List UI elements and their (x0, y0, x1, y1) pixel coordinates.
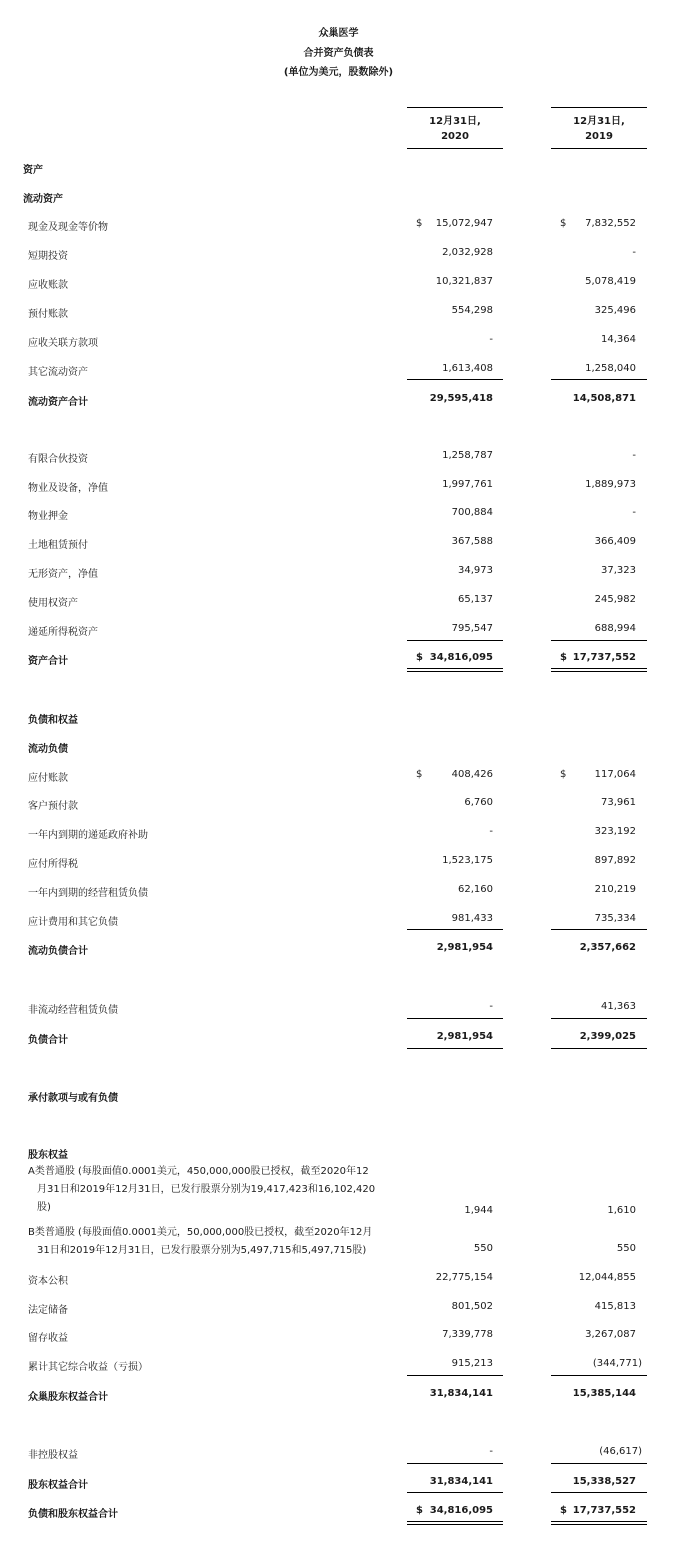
row-deferred-subsidy (0, 826, 677, 842)
value-2019: (46,617) (599, 1446, 642, 1457)
value-2019: 2,357,662 (579, 942, 636, 953)
subtotal-rule (551, 1375, 647, 1376)
subtotal-rule (407, 379, 503, 380)
statement-title: 合并资产负债表 (303, 48, 374, 59)
currency-symbol: $ (416, 218, 423, 229)
value-2019: (344,771) (592, 1358, 642, 1369)
row-noncontrolling-interest (0, 1446, 677, 1462)
value-2020: 31,834,141 (429, 1476, 493, 1487)
col-2020-top-rule (407, 107, 503, 108)
subtotal-rule (551, 640, 647, 641)
row-label: 承付款项与或有负债 (28, 1093, 118, 1104)
row-total-current-assets (0, 393, 677, 409)
row-label: 应付账款 (28, 773, 68, 784)
row-label: 留存收益 (28, 1333, 68, 1344)
row-accounts-receivable (0, 276, 677, 292)
value-2020: 2,981,954 (436, 942, 493, 953)
section-current-assets (0, 190, 677, 206)
double-rule (551, 668, 647, 669)
value-2019: 5,078,419 (585, 276, 636, 287)
subtotal-rule (551, 379, 647, 380)
subtotal-rule (407, 1375, 503, 1376)
row-label: 应收账款 (28, 280, 68, 291)
value-2019: 245,982 (594, 594, 636, 605)
value-2019: 550 (616, 1243, 636, 1254)
value-2019: 12,044,855 (578, 1272, 636, 1283)
value-2020: 15,072,947 (435, 218, 493, 229)
col-2020-header-line2: 2020 (441, 131, 469, 142)
row-total-assets (0, 652, 677, 668)
row-accrued-expenses (0, 913, 677, 929)
value-2020: 1,258,787 (442, 450, 493, 461)
row-property-deposit (0, 507, 677, 523)
row-label: 流动负债合计 (28, 946, 88, 957)
row-label: 使用权资产 (28, 598, 78, 609)
value-2019: 366,409 (594, 536, 636, 547)
row-label: 法定储备 (28, 1305, 68, 1316)
row-total-liabilities-equity (0, 1505, 677, 1521)
double-rule (551, 1521, 647, 1522)
value-2019: 210,219 (594, 884, 636, 895)
value-2020: 29,595,418 (429, 393, 493, 404)
value-2019: - (632, 507, 636, 518)
double-rule (407, 671, 503, 672)
double-rule (551, 671, 647, 672)
value-2020: 34,973 (458, 565, 493, 576)
value-2020: 1,944 (464, 1205, 493, 1216)
currency-symbol: $ (560, 769, 567, 780)
row-label: 物业及设备，净值 (28, 483, 108, 494)
double-rule (407, 668, 503, 669)
value-2020: 981,433 (451, 913, 493, 924)
row-apic (0, 1272, 677, 1288)
row-label: 流动负债 (28, 744, 68, 755)
row-prepayments (0, 305, 677, 321)
subtotal-rule (551, 1048, 647, 1049)
row-label: 物业押金 (28, 511, 68, 522)
subtotal-rule (407, 640, 503, 641)
row-statutory-reserve (0, 1301, 677, 1317)
col-2020-header-rule (407, 148, 503, 149)
value-2019: 1,610 (607, 1205, 636, 1216)
row-label: 现金及现金等价物 (28, 222, 108, 233)
value-2020: 7,339,778 (442, 1329, 493, 1340)
row-lease-liability-noncurrent (0, 1001, 677, 1017)
value-2019: 17,737,552 (572, 652, 636, 663)
col-2019-header-rule (551, 148, 647, 149)
value-2019: 117,064 (594, 769, 636, 780)
row-total-liabilities (0, 1031, 677, 1047)
row-label: 无形资产，净值 (28, 569, 98, 580)
value-2019: 1,258,040 (585, 363, 636, 374)
row-cash (0, 218, 677, 234)
row-label: 负债和权益 (28, 715, 78, 726)
subtotal-rule (407, 1018, 503, 1019)
row-label: 预付账款 (28, 309, 68, 320)
row-label: 累计其它综合收益（亏损） (28, 1362, 148, 1373)
unit-note: (单位为美元，股数除外) (283, 67, 394, 78)
value-2019: 323,192 (594, 826, 636, 837)
text-line: 月31日和2019年12月31日，已发行股票分别为19,417,423和16,102,420 (37, 1184, 376, 1195)
subtotal-rule (407, 1048, 503, 1049)
text-line: A类普通股 (每股面值0.0001美元，450,000,000股已授权，截至2020年12 (28, 1166, 369, 1177)
double-rule (407, 1524, 503, 1525)
value-2020: - (489, 1001, 493, 1012)
value-2020: - (489, 1446, 493, 1457)
row-total-current-liabilities (0, 942, 677, 958)
row-label: 应付所得税 (28, 859, 78, 870)
col-2019-top-rule (551, 107, 647, 108)
value-2019: 37,323 (601, 565, 636, 576)
row-due-from-related (0, 334, 677, 350)
value-2020: 1,523,175 (442, 855, 493, 866)
value-2020: - (489, 826, 493, 837)
row-label: 负债合计 (28, 1035, 68, 1046)
value-2020: 22,775,154 (435, 1272, 493, 1283)
double-rule (407, 1521, 503, 1522)
row-label: 流动资产合计 (28, 397, 88, 408)
row-class-b-values (0, 1243, 677, 1259)
value-2020: 6,760 (464, 797, 493, 808)
subtotal-rule (551, 1463, 647, 1464)
row-deferred-tax (0, 623, 677, 639)
currency-symbol: $ (560, 218, 567, 229)
value-2020: 550 (473, 1243, 493, 1254)
row-label: 短期投资 (28, 251, 68, 262)
section-assets (0, 161, 677, 177)
row-label: 一年内到期的递延政府补助 (28, 830, 148, 841)
value-2019: 14,364 (601, 334, 636, 345)
row-short-term-investments (0, 247, 677, 263)
value-2020: - (489, 334, 493, 345)
text-line: 股) (37, 1202, 51, 1213)
value-2020: 10,321,837 (435, 276, 493, 287)
value-2019: 15,338,527 (572, 1476, 636, 1487)
row-label: 有限合伙投资 (28, 454, 88, 465)
col-2019-header-line2: 2019 (585, 131, 613, 142)
row-retained-earnings (0, 1329, 677, 1345)
value-2019: 15,385,144 (572, 1388, 636, 1399)
section-equity (0, 1146, 677, 1162)
currency-symbol: $ (416, 769, 423, 780)
row-label: 负债和股东权益合计 (28, 1509, 118, 1520)
subtotal-rule (407, 1463, 503, 1464)
row-label: 股东权益 (28, 1150, 68, 1161)
text-line: 31日和2019年12月31日，已发行股票分别为5,497,715和5,497,715股) (37, 1245, 367, 1256)
col-2019-header-line1: 12月31日, (573, 116, 625, 127)
value-2019: 41,363 (601, 1001, 636, 1012)
value-2020: 31,834,141 (429, 1388, 493, 1399)
text-line: B类普通股 (每股面值0.0001美元，50,000,000股已授权，截至2020年12月 (28, 1227, 373, 1238)
value-2020: 1,997,761 (442, 479, 493, 490)
value-2019: 3,267,087 (585, 1329, 636, 1340)
row-label: 应收关联方款项 (28, 338, 98, 349)
value-2019: - (632, 247, 636, 258)
double-rule (551, 1524, 647, 1525)
subtotal-rule (551, 1492, 647, 1493)
row-label: 非控股权益 (28, 1450, 78, 1461)
row-accounts-payable (0, 769, 677, 785)
row-other-current-assets (0, 363, 677, 379)
currency-symbol: $ (416, 652, 423, 663)
row-label: 资产合计 (28, 656, 68, 667)
row-label: 众巢股东权益合计 (28, 1392, 108, 1403)
value-2020: 408,426 (451, 769, 493, 780)
company-name: 众巢医学 (318, 28, 359, 39)
value-2020: 34,816,095 (429, 652, 493, 663)
value-2020: 34,816,095 (429, 1505, 493, 1516)
value-2020: 62,160 (458, 884, 493, 895)
row-income-tax-payable (0, 855, 677, 871)
value-2020: 65,137 (458, 594, 493, 605)
section-liabilities-equity (0, 711, 677, 727)
section-current-liabilities (0, 740, 677, 756)
value-2019: 415,813 (594, 1301, 636, 1312)
row-label: 土地租赁预付 (28, 540, 88, 551)
row-total-parent-equity (0, 1388, 677, 1404)
value-2019: 325,496 (594, 305, 636, 316)
value-2019: 688,994 (594, 623, 636, 634)
row-lp-investment (0, 450, 677, 466)
row-label: 应计费用和其它负债 (28, 917, 118, 928)
row-aoci (0, 1358, 677, 1374)
value-2019: 7,832,552 (585, 218, 636, 229)
row-label: 股东权益合计 (28, 1480, 88, 1491)
value-2019: 17,737,552 (572, 1505, 636, 1516)
row-customer-advances (0, 797, 677, 813)
subtotal-rule (551, 929, 647, 930)
row-lease-liability-current (0, 884, 677, 900)
row-label: 一年内到期的经营租赁负债 (28, 888, 148, 899)
value-2020: 795,547 (451, 623, 493, 634)
row-label: 其它流动资产 (28, 367, 88, 378)
value-2019: 73,961 (601, 797, 636, 808)
value-2019: 897,892 (594, 855, 636, 866)
currency-symbol: $ (416, 1505, 423, 1516)
value-2020: 2,981,954 (436, 1031, 493, 1042)
value-2019: - (632, 450, 636, 461)
value-2020: 367,588 (451, 536, 493, 547)
value-2020: 2,032,928 (442, 247, 493, 258)
row-land-lease (0, 536, 677, 552)
currency-symbol: $ (560, 1505, 567, 1516)
currency-symbol: $ (560, 652, 567, 663)
value-2019: 735,334 (594, 913, 636, 924)
row-ppe (0, 479, 677, 495)
value-2019: 1,889,973 (585, 479, 636, 490)
subtotal-rule (551, 1018, 647, 1019)
row-label: 资产 (23, 165, 43, 176)
row-commitments (0, 1089, 677, 1105)
col-2020-header-line1: 12月31日, (429, 116, 481, 127)
value-2019: 2,399,025 (579, 1031, 636, 1042)
subtotal-rule (407, 1492, 503, 1493)
value-2020: 1,613,408 (442, 363, 493, 374)
value-2020: 700,884 (451, 507, 493, 518)
row-right-of-use (0, 594, 677, 610)
row-label: 客户预付款 (28, 801, 78, 812)
row-label: 递延所得税资产 (28, 627, 98, 638)
row-total-equity (0, 1476, 677, 1492)
row-intangible (0, 565, 677, 581)
subtotal-rule (407, 929, 503, 930)
value-2020: 801,502 (451, 1301, 493, 1312)
row-label: 非流动经营租赁负债 (28, 1005, 118, 1016)
value-2020: 915,213 (451, 1358, 493, 1369)
row-label: 流动资产 (23, 194, 63, 205)
value-2020: 554,298 (451, 305, 493, 316)
value-2019: 14,508,871 (572, 393, 636, 404)
row-class-a-values (0, 1205, 677, 1221)
row-label: 资本公积 (28, 1276, 68, 1287)
